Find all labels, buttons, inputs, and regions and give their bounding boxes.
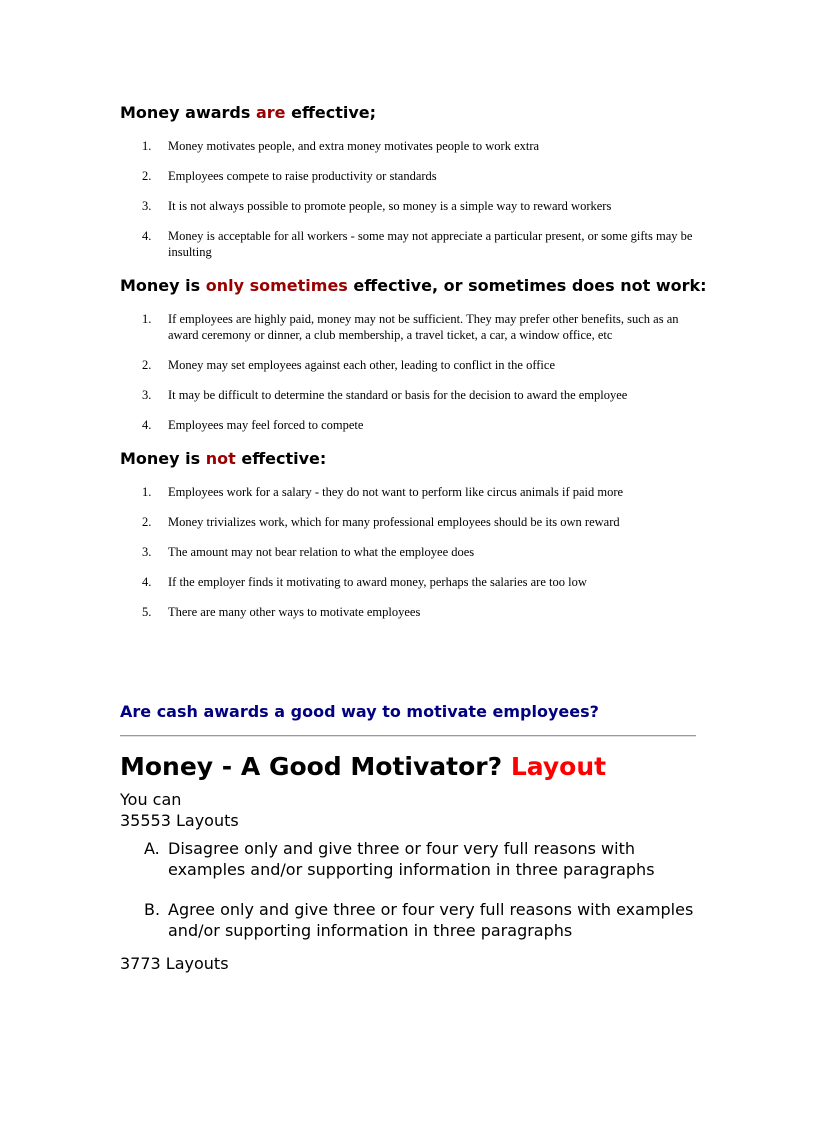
option-disagree: A. Disagree only and give three or four very full reasons with examples and/or supporting information in three paragraphs xyxy=(144,839,655,879)
heading-accent: only sometimes xyxy=(205,276,348,295)
heading-text: effective, or sometimes does not work: xyxy=(347,276,707,295)
list-item: 5. There are many other ways to motivate employees xyxy=(142,605,421,619)
list-item-text: Money trivializes work, which for many professional employees should be its own reward xyxy=(168,515,620,529)
list-item-text: Employees compete to raise productivity or standards xyxy=(168,169,437,183)
list-not-effective xyxy=(120,484,700,634)
list-item: 2. Employees compete to raise productivity or standards xyxy=(142,169,437,183)
option-text: Disagree only and give three or four very full reasons with examples and/or supporting information in three paragraphs xyxy=(168,839,655,879)
list-item: 4. Money is acceptable for all workers - some may not appreciate a particular present, or some gifts may be insulting xyxy=(142,229,693,259)
title-text: Money - A Good Motivator? xyxy=(120,752,503,781)
heading-text: effective; xyxy=(285,103,377,122)
list-item-text: If employees are highly paid, money may not be sufficient. They may prefer other benefits, such as an award ceremony or dinner, a club membership, a travel ticket, a car, a window office, etc xyxy=(168,312,679,342)
heading-accent: not xyxy=(205,449,236,468)
options-list xyxy=(120,838,700,960)
list-item: 3. It may be difficult to determine the standard or basis for the decision to award the employee xyxy=(142,388,628,402)
section-heading-sometimes xyxy=(120,276,707,296)
list-item: 3. It is not always possible to promote people, so money is a simple way to reward workers xyxy=(142,199,612,213)
list-item-text: Money motivates people, and extra money motivates people to work extra xyxy=(168,139,540,153)
list-item-text: Money is acceptable for all workers - some may not appreciate a particular present, or some gifts may be insulting xyxy=(168,229,693,259)
list-effective xyxy=(120,138,700,274)
list-item: 1. Employees work for a salary - they do not want to perform like circus animals if paid more xyxy=(142,485,624,499)
list-item-text: It is not always possible to promote people, so money is a simple way to reward workers xyxy=(168,199,612,213)
list-item: 3. The amount may not bear relation to what the employee does xyxy=(142,545,475,559)
layouts-count-1: 35553 Layouts xyxy=(120,811,239,830)
list-item-text: Employees may feel forced to compete xyxy=(168,418,364,432)
list-item: 2. Money trivializes work, which for many professional employees should be its own reward xyxy=(142,515,620,529)
heading-text: effective: xyxy=(235,449,327,468)
list-item: 4. If the employer finds it motivating to award money, perhaps the salaries are too low xyxy=(142,575,587,589)
section-heading-not-effective xyxy=(120,449,326,469)
list-item-text: There are many other ways to motivate employees xyxy=(168,605,421,619)
list-item: 1. Money motivates people, and extra money motivates people to work extra xyxy=(142,139,540,153)
option-agree: B. Agree only and give three or four very full reasons with examples and/or supporting information in three paragraphs xyxy=(144,900,694,940)
title-accent: Layout xyxy=(510,752,607,781)
question-heading: Are cash awards a good way to motivate employees? xyxy=(120,702,599,721)
list-sometimes xyxy=(120,311,700,447)
heading-text: Money is xyxy=(120,449,206,468)
horizontal-rule xyxy=(120,735,696,737)
list-item-text: Money may set employees against each other, leading to conflict in the office xyxy=(168,358,555,372)
list-item: 2. Money may set employees against each other, leading to conflict in the office xyxy=(142,358,555,372)
heading-accent: are xyxy=(255,103,286,122)
section-heading-effective xyxy=(120,103,376,123)
list-item: 4. Employees may feel forced to compete xyxy=(142,418,364,432)
page-title xyxy=(120,750,606,784)
intro-line: You can xyxy=(120,790,182,809)
list-item: 1. If employees are highly paid, money may not be sufficient. They may prefer other benefits, such as an award ceremony or dinner, a club membership, a travel ticket, a car, a window office, etc xyxy=(142,312,679,342)
list-item-text: It may be difficult to determine the standard or basis for the decision to award the employee xyxy=(168,388,628,402)
list-item-text: Employees work for a salary - they do not want to perform like circus animals if paid more xyxy=(168,485,624,499)
list-item-text: The amount may not bear relation to what the employee does xyxy=(168,545,475,559)
layouts-count-2: 3773 Layouts xyxy=(120,954,229,973)
option-text: Agree only and give three or four very full reasons with examples and/or supporting information in three paragraphs xyxy=(168,900,694,940)
list-item-text: If the employer finds it motivating to award money, perhaps the salaries are too low xyxy=(168,575,587,589)
heading-text: Money awards xyxy=(120,103,256,122)
heading-text: Money is xyxy=(120,276,206,295)
